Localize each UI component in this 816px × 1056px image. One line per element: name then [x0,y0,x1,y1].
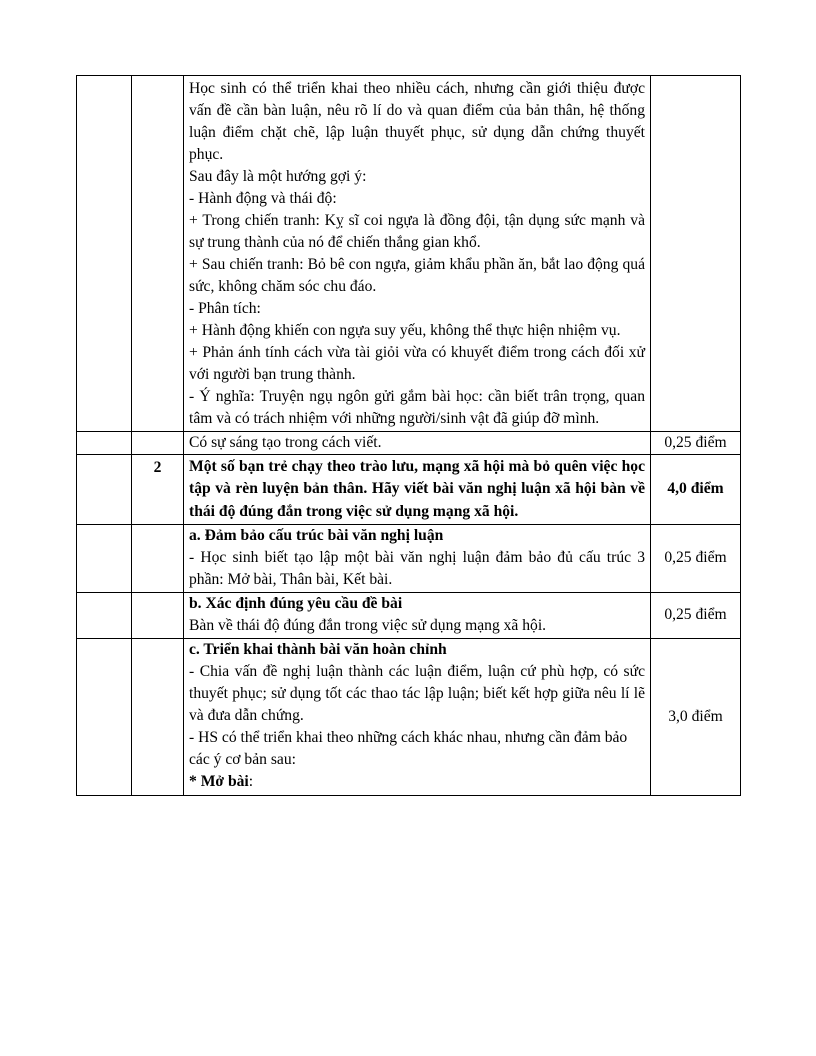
section-cell [77,592,132,638]
criterion-c-line-1: - Chia vấn đề nghị luận thành các luận điểm, luận cứ phù hợp, có sức thuyết phục; sử dụng tốt các thao tác lập luận; biết kết hợp giữa nêu lí lẽ và đưa dẫn chứng. [189,662,645,724]
criterion-c-heading: c. Triển khai thành bài văn hoàn chỉnh [189,640,447,658]
question-2-score: 4,0 điểm [651,455,741,525]
section-cell [77,524,132,592]
criterion-a-score: 0,25 điểm [651,524,741,592]
intro-colon: : [248,772,254,790]
criterion-c-score: 3,0 điểm [651,638,741,795]
table-row [77,76,741,432]
creativity-text: Có sự sáng tạo trong cách viết. [184,432,651,455]
question-number-cell [132,432,184,455]
question-number-cell [132,524,184,592]
section-cell [77,455,132,525]
question-number-cell [132,592,184,638]
criterion-b-heading: b. Xác định đúng yêu cầu đề bài [189,594,403,612]
criterion-a-text: - Học sinh biết tạo lập một bài văn nghị luận đảm bảo đủ cấu trúc 3 phần: Mở bài, Thân bài, Kết bài. [189,548,645,588]
body-paragraph: + Hành động khiến con ngựa suy yếu, không thể thực hiện nhiệm vụ. [189,322,621,339]
section-cell [77,76,132,432]
question-number-cell [132,76,184,432]
question-number-cell [132,638,184,795]
body-paragraph: Sau đây là một hướng gợi ý: [189,168,367,185]
criterion-b-score: 0,25 điểm [651,592,741,638]
part1-body-cell [184,76,651,432]
body-paragraph: - Ý nghĩa: Truyện ngụ ngôn gửi gắm bài học: cần biết trân trọng, quan tâm và có trách nhiệm với những người/sinh vật đã giúp đỡ mình. [189,388,645,427]
body-paragraph: Học sinh có thể triển khai theo nhiều cách, nhưng cần giới thiệu được vấn đề cần bàn luận, nêu rõ lí do và quan điểm của bản thân, hệ thống luận điểm chặt chẽ, lập luận thuyết phục, sử dụng dẫn chứng thuyết phục. [189,80,645,163]
grading-table [76,75,741,796]
table-row [77,592,741,638]
score-cell [651,76,741,432]
body-paragraph: - Hành động và thái độ: [189,190,337,207]
criterion-a-cell [184,524,651,592]
body-paragraph: - Phân tích: [189,300,261,317]
criterion-a-heading: a. Đảm bảo cấu trúc bài văn nghị luận [189,526,444,544]
body-paragraph: + Trong chiến tranh: Kỵ sĩ coi ngựa là đồng đội, tận dụng sức mạnh và sự trung thành của nó để chiến thắng gian khổ. [189,212,645,251]
question-2-prompt: Một số bạn trẻ chạy theo trào lưu, mạng xã hội mà bỏ quên việc học tập và rèn luyện bản thân. Hãy viết bài văn nghị luận xã hội bàn về thái độ đúng đắn trong việc sử dụng mạng xã hội. [184,455,651,525]
body-paragraph: + Sau chiến tranh: Bỏ bê con ngựa, giảm khẩu phần ăn, bắt lao động quá sức, không chăm sóc chu đáo. [189,256,645,295]
intro-line [189,771,645,793]
table-row [77,432,741,455]
criterion-b-text: Bàn về thái độ đúng đắn trong việc sử dụng mạng xã hội. [189,616,547,634]
section-cell [77,638,132,795]
section-cell [77,432,132,455]
body-paragraph: + Phản ánh tính cách vừa tài giỏi vừa có khuyết điểm trong cách đối xử với người bạn trung thành. [189,344,645,383]
criterion-b-cell [184,592,651,638]
table-row [77,638,741,795]
table-row [77,455,741,525]
table-row [77,524,741,592]
criterion-c-line-2: - HS có thể triển khai theo những cách khác nhau, nhưng cần đảm bảo các ý cơ bản sau: [189,728,628,768]
criterion-c-cell [184,638,651,795]
question-2-number: 2 [132,455,184,525]
intro-label: * Mở bài [189,772,249,790]
creativity-score: 0,25 điểm [651,432,741,455]
